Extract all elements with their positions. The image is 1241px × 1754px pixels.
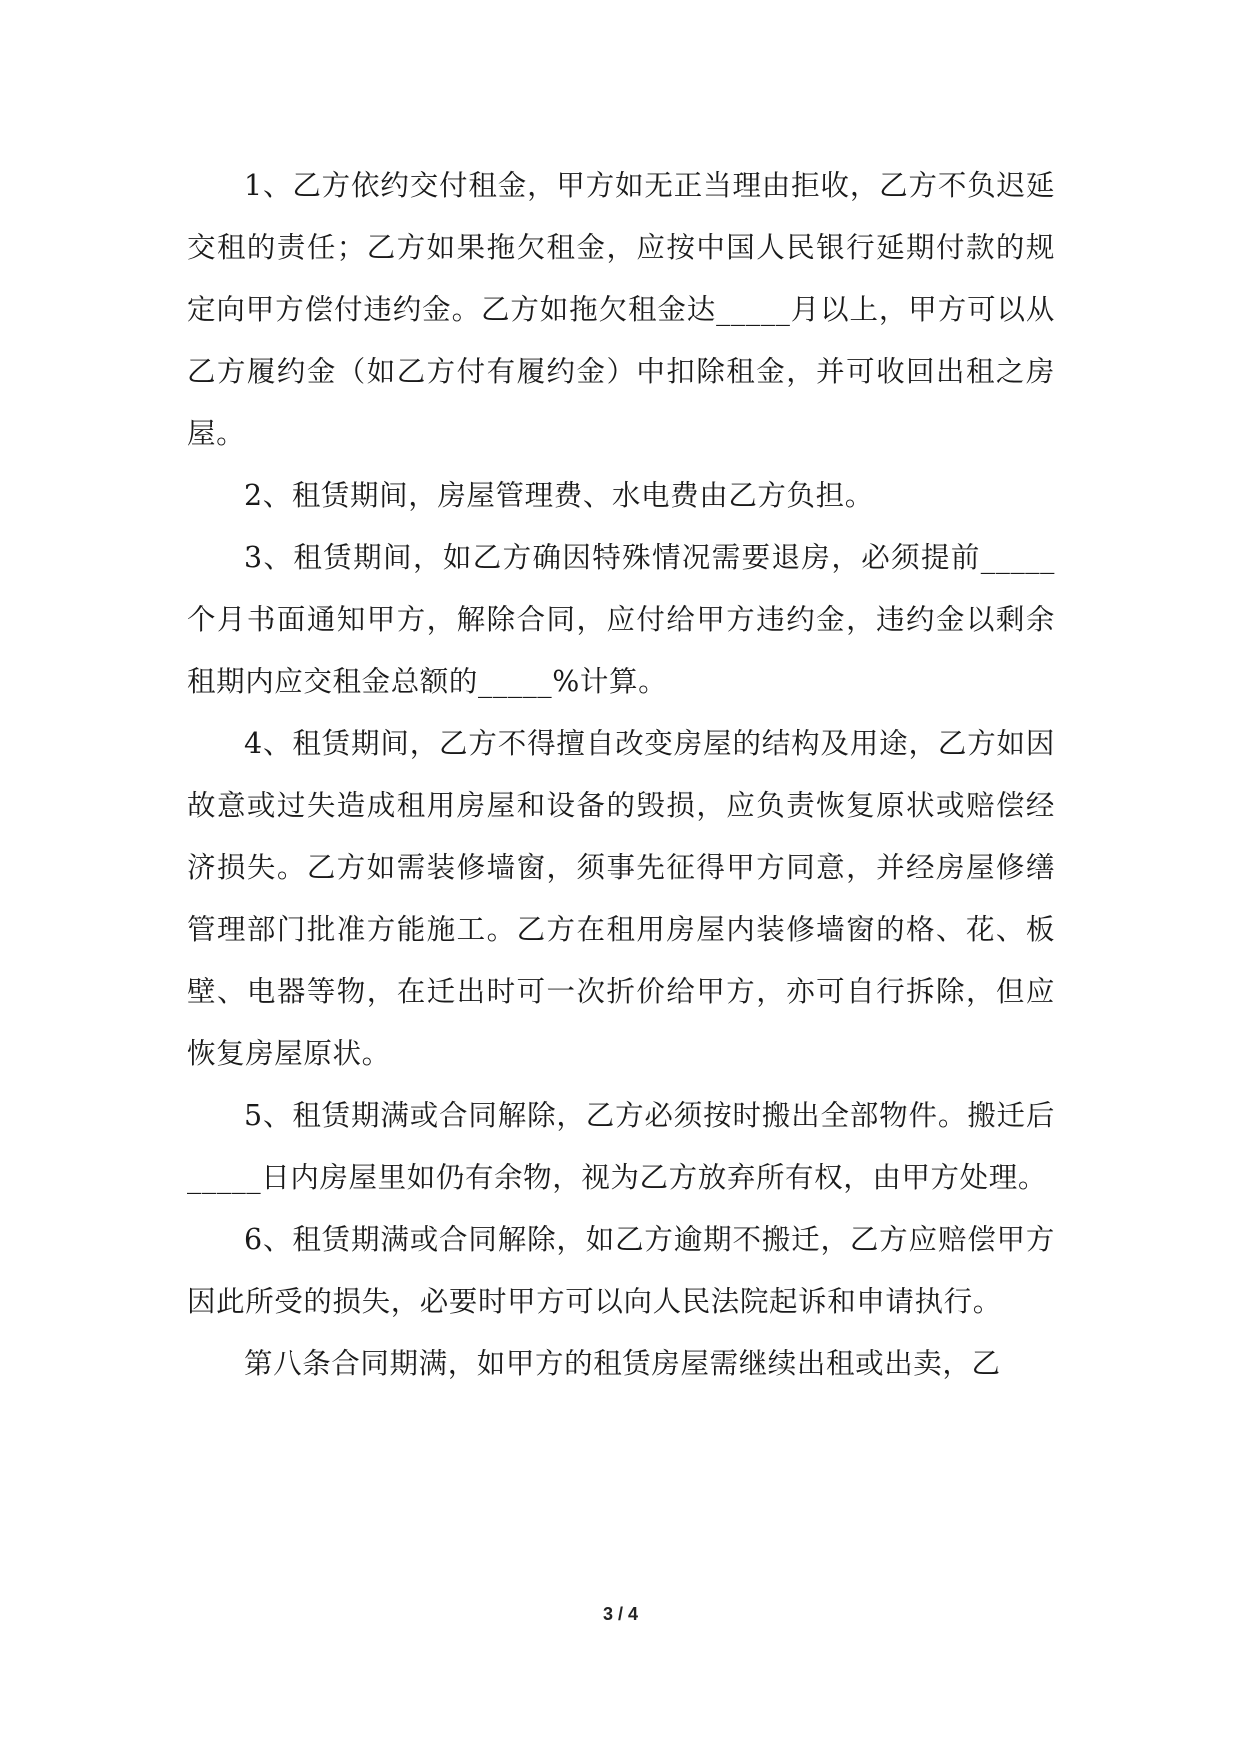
document-body bbox=[187, 155, 1055, 1395]
paragraph-overstay: 6、租赁期满或合同解除，如乙方逾期不搬迁，乙方应赔偿甲方因此所受的损失，必要时甲方可以向人民法院起诉和申请执行。 bbox=[187, 1223, 1055, 1318]
page-number: 3 / 4 bbox=[602, 1604, 639, 1624]
paragraph-article-eight: 第八条合同期满，如甲方的租赁房屋需继续出租或出卖，乙 bbox=[244, 1347, 1001, 1380]
paragraph-fees: 2、租赁期间，房屋管理费、水电费由乙方负担。 bbox=[244, 479, 874, 512]
paragraph-early-termination: 3、租赁期间，如乙方确因特殊情况需要退房，必须提前_____个月书面通知甲方，解除合同，应付给甲方违约金，违约金以剩余租期内应交租金总额的_____%计算。 bbox=[187, 541, 1055, 698]
paragraph-alterations: 4、租赁期间，乙方不得擅自改变房屋的结构及用途，乙方如因故意或过失造成租用房屋和设备的毁损，应负责恢复原状或赔偿经济损失。乙方如需装修墙窗，须事先征得甲方同意，并经房屋修缮管理部门批准方能施工。乙方在租用房屋内装修墙窗的格、花、板壁、电器等物，在迁出时可一次折价给甲方，亦可自行拆除，但应恢复房屋原状。 bbox=[187, 727, 1055, 1070]
paragraph-late-rent: 1、乙方依约交付租金，甲方如无正当理由拒收，乙方不负迟延交租的责任；乙方如果拖欠租金，应按中国人民银行延期付款的规定向甲方偿付违约金。乙方如拖欠租金达_____月以上，甲方可以从乙方履约金（如乙方付有履约金）中扣除租金，并可收回出租之房屋。 bbox=[187, 169, 1055, 450]
paragraph-move-out: 5、租赁期满或合同解除，乙方必须按时搬出全部物件。搬迁后_____日内房屋里如仍有余物，视为乙方放弃所有权，由甲方处理。 bbox=[187, 1099, 1055, 1194]
